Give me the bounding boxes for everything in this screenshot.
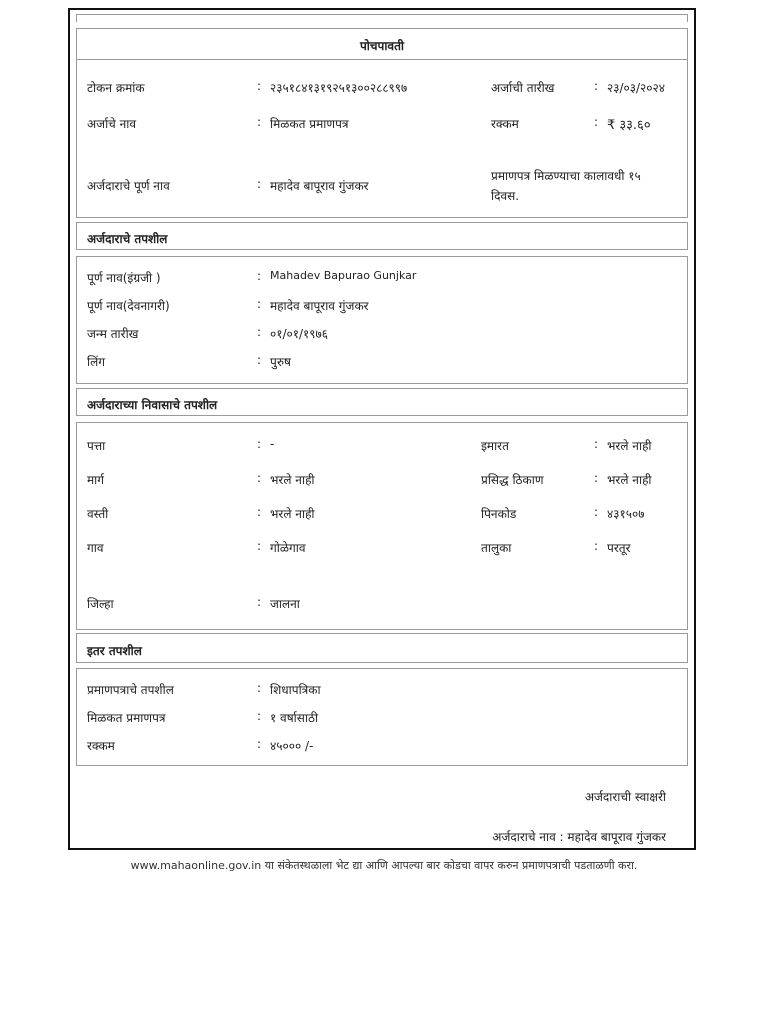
residence-label: वस्ती xyxy=(87,507,109,521)
other-colon: : xyxy=(257,681,262,695)
residence-row xyxy=(87,595,387,613)
amount-colon: : xyxy=(594,115,599,129)
residence-value: - xyxy=(270,437,275,451)
residence-label: मार्ग xyxy=(87,473,105,487)
other-detail-row xyxy=(87,737,677,755)
residence-value: जालना xyxy=(270,597,300,611)
residence-colon: : xyxy=(257,505,262,519)
applicant-value: महादेव बापूराव गुंजकर xyxy=(270,179,369,193)
detail-value: पुरुष xyxy=(270,355,291,369)
applicant-details-title: अर्जदाराचे तपशील xyxy=(87,232,168,246)
other-details-body xyxy=(76,668,688,766)
other-value: १ वर्षासाठी xyxy=(270,711,319,725)
residence-value: परतूर xyxy=(607,541,631,555)
detail-colon: : xyxy=(257,353,262,367)
applicant-detail-row xyxy=(87,297,677,315)
detail-value: Mahadev Bapurao Gunjkar xyxy=(270,269,417,282)
other-details-title: इतर तपशील xyxy=(87,644,142,658)
residence-row xyxy=(481,437,681,455)
residence-colon: : xyxy=(594,437,599,451)
receipt-title: पोचपावती xyxy=(359,39,405,53)
top-rule-panel xyxy=(76,14,688,22)
residence-row xyxy=(87,539,387,557)
residence-value: भरले नाही xyxy=(607,473,652,487)
app-name-value: मिळकत प्रमाणपत्र xyxy=(270,117,349,131)
other-details-header xyxy=(76,633,688,663)
residence-colon: : xyxy=(257,539,262,553)
token-colon: : xyxy=(257,79,262,93)
receipt-panel xyxy=(76,28,688,218)
applicant-colon: : xyxy=(257,177,262,191)
detail-label: पूर्ण नाव(इंग्रजी ) xyxy=(87,271,161,285)
residence-colon: : xyxy=(594,471,599,485)
residence-row xyxy=(87,471,387,489)
residence-row xyxy=(481,505,681,523)
residence-colon: : xyxy=(257,595,262,609)
app-name-colon: : xyxy=(257,115,262,129)
app-name-label: अर्जाचे नाव xyxy=(87,117,137,131)
document-frame xyxy=(68,8,696,850)
residence-colon: : xyxy=(257,437,262,451)
period-text xyxy=(491,167,681,207)
receipt-title-divider xyxy=(77,59,687,60)
applicant-details-header xyxy=(76,222,688,250)
detail-label: पूर्ण नाव(देवनागरी) xyxy=(87,299,170,313)
residence-row xyxy=(87,437,387,455)
detail-value: महादेव बापूराव गुंजकर xyxy=(270,299,369,313)
other-label: मिळकत प्रमाणपत्र xyxy=(87,711,166,725)
detail-colon: : xyxy=(257,269,262,283)
residence-details-title: अर्जदाराच्या निवासाचे तपशील xyxy=(87,398,218,412)
signature-label: अर्जदाराची स्वाक्षरी xyxy=(584,790,666,804)
residence-label: इमारत xyxy=(481,439,509,453)
detail-colon: : xyxy=(257,297,262,311)
residence-label: गाव xyxy=(87,541,104,555)
other-label: रक्कम xyxy=(87,739,115,753)
applicant-label: अर्जदाराचे पूर्ण नाव xyxy=(87,179,170,193)
detail-colon: : xyxy=(257,325,262,339)
token-label: टोकन क्रमांक xyxy=(87,81,145,95)
residence-label: जिल्हा xyxy=(87,597,114,611)
detail-label: लिंग xyxy=(87,355,106,369)
token-value: २३५१८४१३१९२५१३००२८८९९७ xyxy=(270,81,408,95)
residence-row xyxy=(87,505,387,523)
applicant-detail-row xyxy=(87,325,677,343)
residence-row xyxy=(481,539,681,557)
amount-label: रक्कम xyxy=(491,117,519,131)
detail-value: ०१/०१/१९७६ xyxy=(270,327,329,341)
period-line-2: दिवस. xyxy=(491,189,520,203)
period-line-1: प्रमाणपत्र मिळण्याचा कालावधी १५ xyxy=(491,169,641,183)
residence-label: पिनकोड xyxy=(481,507,517,521)
app-name-row xyxy=(87,115,687,133)
residence-colon: : xyxy=(594,505,599,519)
other-label: प्रमाणपत्राचे तपशील xyxy=(87,683,174,697)
other-detail-row xyxy=(87,709,677,727)
other-value: ४५००० /- xyxy=(270,739,314,753)
other-colon: : xyxy=(257,737,262,751)
residence-label: प्रसिद्ध ठिकाण xyxy=(481,473,544,487)
residence-value: भरले नाही xyxy=(270,507,315,521)
app-date-value: २३/०३/२०२४ xyxy=(607,81,666,95)
residence-label: पत्ता xyxy=(87,439,106,453)
token-row xyxy=(87,79,687,97)
applicant-details-body xyxy=(76,256,688,384)
app-date-colon: : xyxy=(594,79,599,93)
applicant-name-line: अर्जदाराचे नाव : महादेव बापूराव गुंजकर xyxy=(492,830,666,844)
other-detail-row xyxy=(87,681,677,699)
verification-footer: www.mahaonline.gov.in या संकेतस्थळाला भेट द्या आणि आपल्या बार कोडचा वापर करुन प्रमाणपत्राची पडताळणी करा. xyxy=(130,859,638,872)
applicant-detail-row xyxy=(87,353,677,371)
residence-colon: : xyxy=(594,539,599,553)
residence-colon: : xyxy=(257,471,262,485)
residence-details-header xyxy=(76,388,688,416)
residence-value: भरले नाही xyxy=(607,439,652,453)
residence-value: गोळेगाव xyxy=(270,541,306,555)
other-colon: : xyxy=(257,709,262,723)
residence-details-body xyxy=(76,422,688,630)
other-value: शिधापत्रिका xyxy=(270,683,321,697)
residence-value: भरले नाही xyxy=(270,473,315,487)
app-date-label: अर्जाची तारीख xyxy=(491,81,555,95)
residence-value: ४३१५०७ xyxy=(607,507,645,521)
amount-value: ₹ ३३.६० xyxy=(607,118,651,133)
residence-label: तालुका xyxy=(481,541,512,555)
applicant-detail-row xyxy=(87,269,677,287)
detail-label: जन्म तारीख xyxy=(87,327,139,341)
residence-row xyxy=(481,471,681,489)
